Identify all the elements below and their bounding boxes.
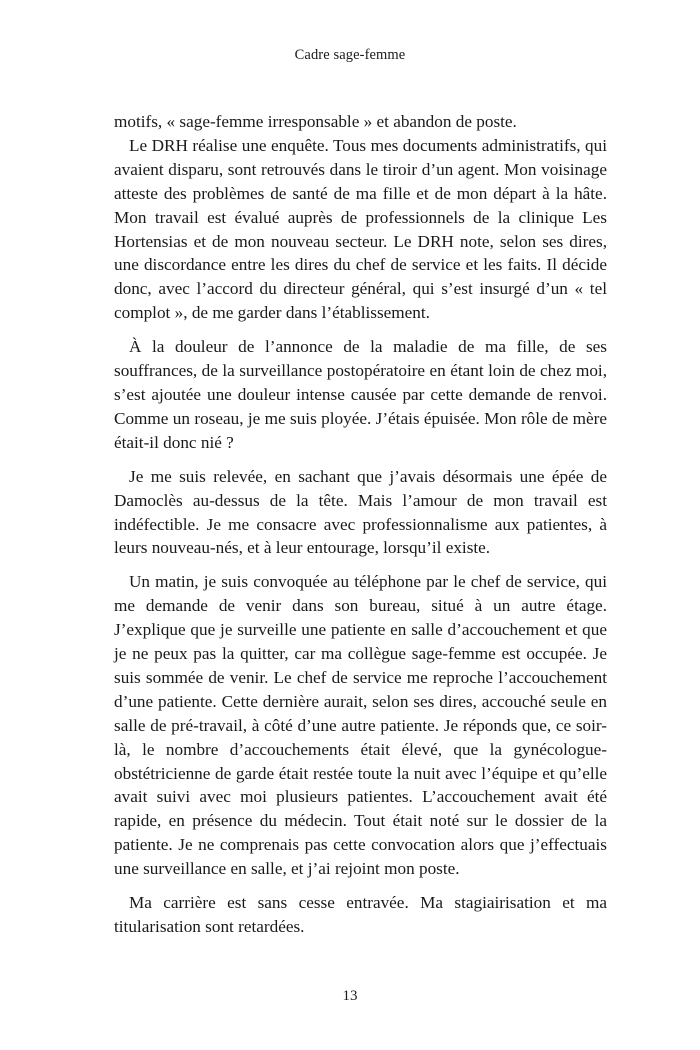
paragraph-drh-enquete: Le DRH réalise une enquête. Tous mes documents administratifs, qui avaient disparu, sont retrouvés dans le tiroir d’un agent. Mon voisinage atteste des problèmes de santé de ma fille et de mon départ à la hâte. Mon travail est évalué auprès de professionnels de la clinique Les Hortensias et de mon nouveau secteur. Le DRH note, selon ses dires, une discordance entre les dires du chef de service et les faits. Il décide donc, avec l’accord du directeur général, qui s’est insurgé d’un « tel complot », de me garder dans l’établissement. bbox=[114, 135, 607, 323]
paragraph-convocation: Un matin, je suis convoquée au téléphone par le chef de service, qui me demande de venir dans son bureau, situé à un autre étage. J’explique que je surveille une patiente en salle d’accouchement et que je ne peux pas la quitter, car ma collègue sage-femme est occupée. Je suis sommée de venir. Le chef de service me reproche l’accouchement d’une patiente. Cette dernière aurait, selon ses dires, accouché seule en salle de pré-travail, à côté d’une autre patiente. Je réponds que, ce soir-là, le nombre d’accouchements était élevé, que la gynécologue-obstétricienne de garde était restée toute la nuit avec l’équipe et qu’elle avait suivi avec moi plusieurs patientes. L’accouchement avait été rapide, en présence du médecin. Tout était noté sur le dossier de la patiente. Je ne comprenais pas cette convocation alors que j’effectuais une surveillance en salle, et j’ai rejoint mon poste. bbox=[114, 572, 607, 879]
paragraph-carriere: Ma carrière est sans cesse entravée. Ma stagiairisation et ma titularisation sont retardées. bbox=[114, 893, 607, 936]
paragraph-douleur: À la douleur de l’annonce de la maladie de ma fille, de ses souffrances, de la surveillance postopératoire en étant loin de chez moi, s’est ajoutée une douleur intense causée par cette demande de renvoi. Comme un roseau, je me suis ployée. J’étais épuisée. Mon rôle de mère était-il donc nié ? bbox=[114, 337, 607, 452]
body-text bbox=[114, 110, 607, 949]
running-header: Cadre sage-femme bbox=[294, 47, 406, 63]
paragraph-relevee: Je me suis relevée, en sachant que j’avais désormais une épée de Damoclès au-dessus de la tête. Mais l’amour de mon travail est indéfectible. Je me consacre avec professionnalisme aux patientes, à leurs nouveau-nés, et à leur entourage, lorsqu’il existe. bbox=[114, 466, 607, 558]
paragraph-continuation: motifs, « sage-femme irresponsable » et abandon de poste. bbox=[114, 112, 517, 131]
page-number: 13 bbox=[342, 988, 358, 1004]
